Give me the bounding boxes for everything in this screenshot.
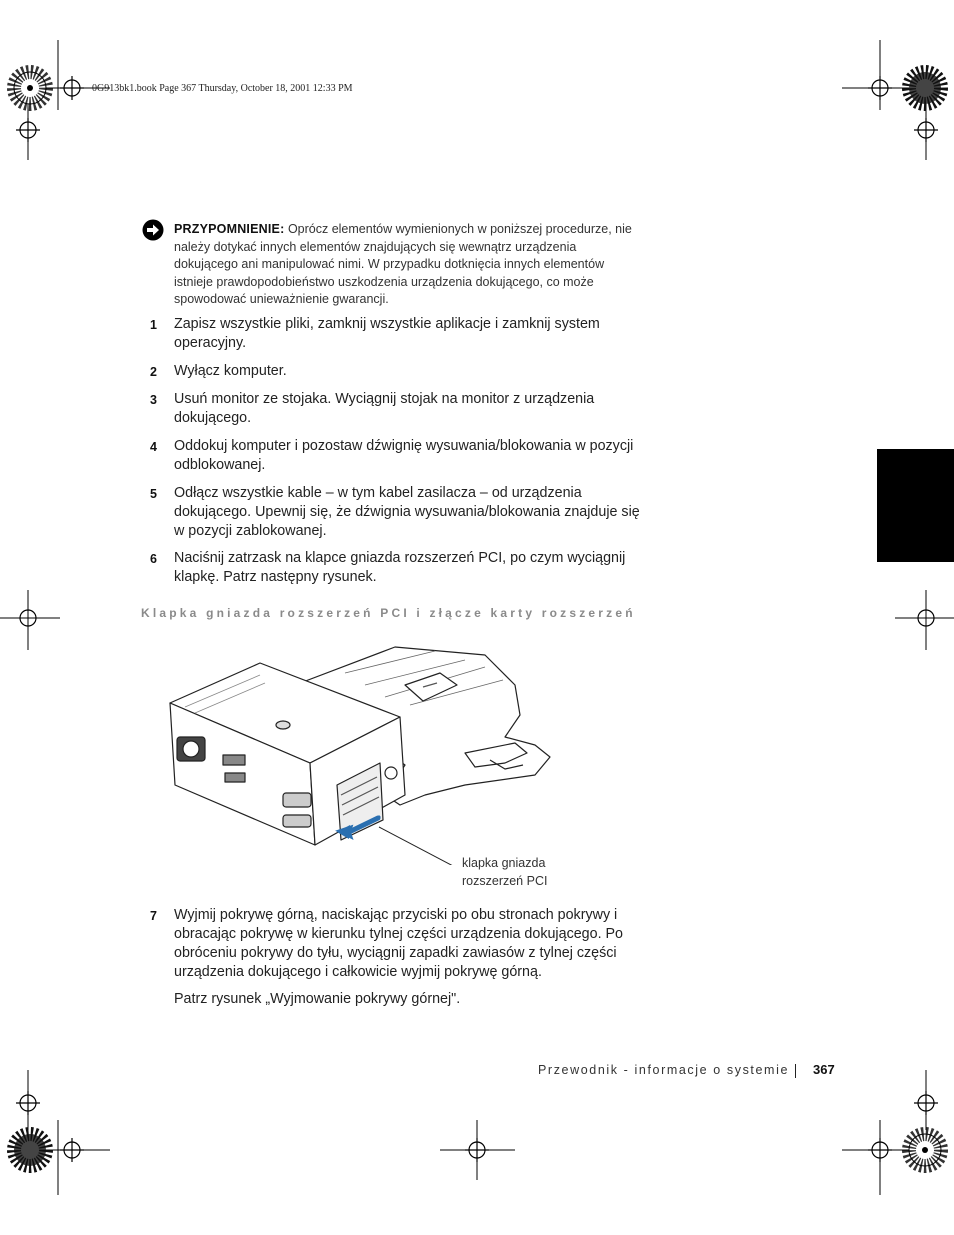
section-thumb-tab [877, 449, 954, 562]
figure-caption: Klapka gniazda rozszerzeń PCI i złącze karty rozszerzeń [141, 606, 636, 620]
step-3: 3 Usuń monitor ze stojaka. Wyciągnij stojak na monitor z urządzenia dokującego. [150, 391, 595, 426]
step-6: 6 Naciśnij zatrzask na klapce gniazda rozszerzeń PCI, po czym wyciągnij klapkę. Patrz następny rysunek. [150, 550, 626, 585]
footer-separator [795, 1064, 796, 1078]
page-number: 367 [813, 1062, 835, 1077]
step-7-note: Patrz rysunek „Wyjmowanie pokrywy górnej". [174, 991, 461, 1007]
step-5: 5 Odłącz wszystkie kable – w tym kabel zasilacza – od urządzenia dokującego. Upewnij się, że dźwignia wysuwania/blokowania znajduje się w pozycji zablokowanej. [150, 485, 640, 539]
docking-device-illustration [165, 645, 555, 865]
callout-pci-slot-cover: klapka gniazda rozszerzeń PCI [462, 856, 548, 888]
step-1: 1 Zapisz wszystkie pliki, zamknij wszystkie aplikacje i zamknij system operacyjny. [150, 316, 600, 351]
footer-title: Przewodnik - informacje o systemie [538, 1063, 789, 1077]
step-7: 7 Wyjmij pokrywę górną, naciskając przyciski po obu stronach pokrywy i obracając pokrywę w kierunku tylnej części urządzenia dokującego. Po obróceniu pokrywy do tyłu, wyciągnij zapadki zawiasów z tylnej części urządzenia dokującego i całkowicie wyjmij pokrywę górną. [150, 907, 623, 980]
notice [174, 221, 634, 309]
arrow-right-circle-icon [142, 219, 164, 241]
step-4: 4 Oddokuj komputer i pozostaw dźwignię wysuwania/blokowania w pozycji odblokowanej. [150, 438, 634, 473]
print-header: 0G913bk1.book Page 367 Thursday, October 18, 2001 12:33 PM [92, 83, 353, 94]
notice-label: PRZYPOMNIENIE: [174, 222, 285, 236]
notice-text: Oprócz elementów wymienionych w poniższej procedurze, nie należy dotykać innych elementów znajdujących się wewnątrz urządzenia dokującego ani manipulować nimi. W przypadku dotknięcia innych elementów istnieje prawdopodobieństwo uszkodzenia urządzenia dokującego, co może spowodować unieważnienie gwarancji. [174, 222, 632, 306]
step-2: 2 Wyłącz komputer. [150, 363, 287, 379]
